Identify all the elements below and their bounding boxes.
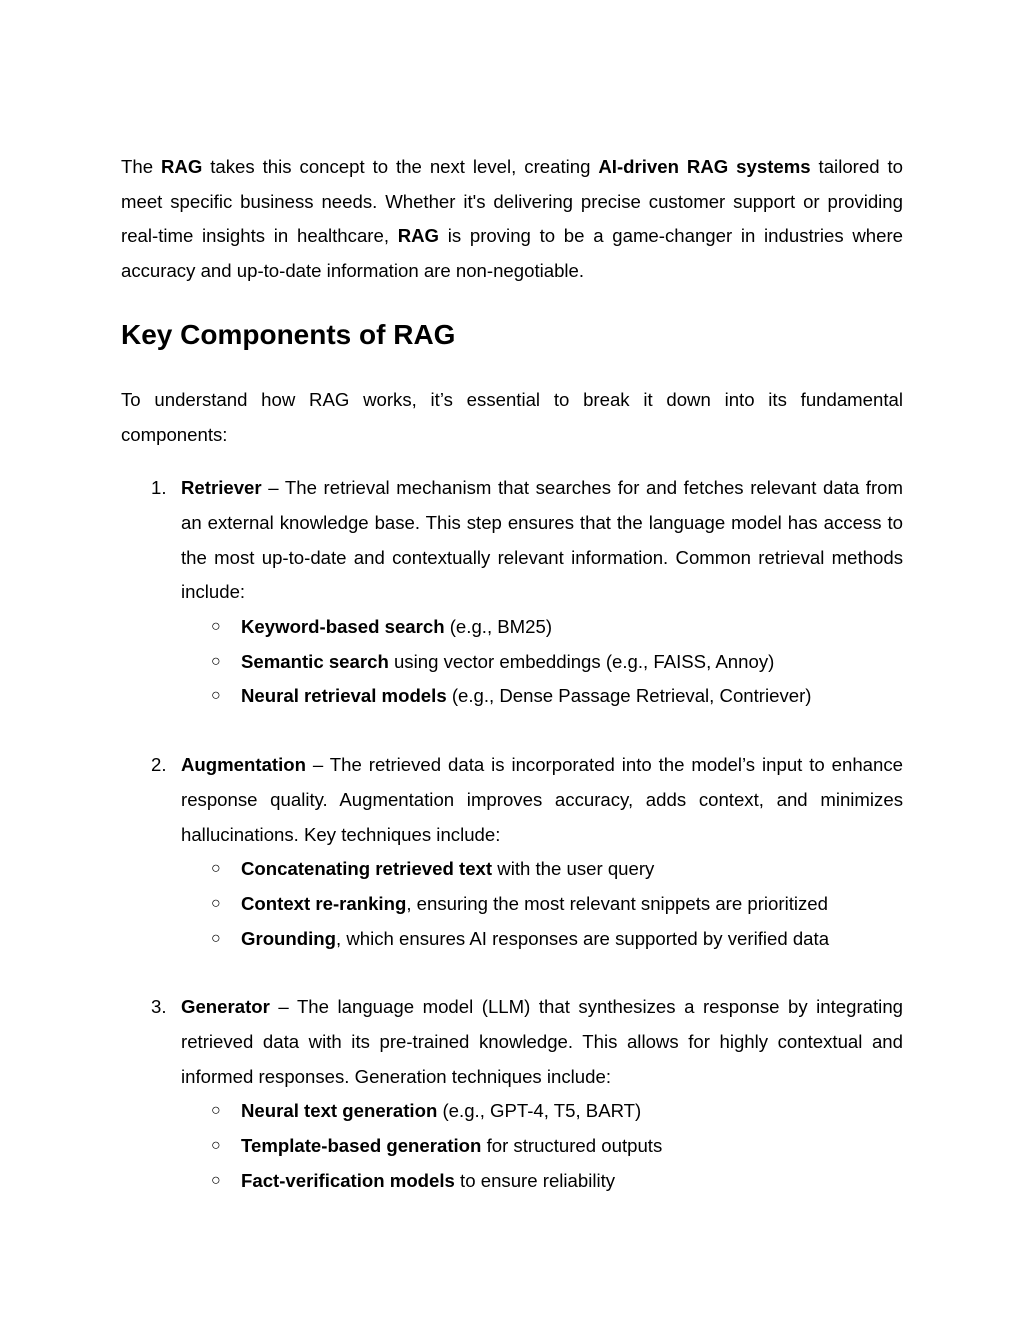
list-item-generator: [121, 990, 903, 1198]
intro-text: The: [121, 156, 161, 177]
component-description: [181, 990, 903, 1094]
sub-item-text: using vector embeddings (e.g., FAISS, Annoy): [388, 650, 775, 672]
list-item-retriever: [121, 471, 903, 714]
sub-item-text: (e.g., BM25): [444, 616, 553, 638]
bullet-icon: ○: [211, 618, 221, 636]
component-text: – The language model (LLM) that synthesizes a response by integrating retrieved data with its pre-trained knowledge. This allows for highly contextual and informed responses. Generation techniques include:: [181, 996, 903, 1087]
intro-text: tailored to meet specific business needs. Whether it's delivering precise customer support or providing real-time insights in healthcare,: [121, 156, 903, 247]
sub-item-text: (e.g., GPT-4, T5, BART): [437, 1100, 642, 1122]
sublist-item: [181, 1129, 903, 1164]
list-number: 1.: [151, 477, 167, 499]
sub-item-bold: Fact-verification models: [241, 1169, 455, 1191]
sub-item-text: , ensuring the most relevant snippets are prioritized: [406, 892, 828, 914]
intro-paragraph: [121, 150, 903, 289]
intro-text: is proving to be a game-changer in industries where accuracy and up-to-date information are non-negotiable.: [121, 225, 903, 282]
sublist-item: [181, 922, 903, 957]
sub-item-text: to ensure reliability: [454, 1169, 616, 1191]
components-intro: To understand how RAG works, it’s essential to break it down into its fundamental components:: [121, 388, 903, 445]
bullet-icon: ○: [211, 929, 221, 947]
sublist-item: [181, 679, 903, 714]
sublist-item: [181, 1164, 903, 1199]
component-text: – The retrieved data is incorporated into the model’s input to enhance response quality. Augmentation improves accuracy, adds context, and minimizes hallucinations. Key techniques include:: [181, 754, 903, 845]
sub-item-bold: Concatenating retrieved text: [241, 858, 493, 880]
sublist-item: [181, 852, 903, 887]
component-title: Retriever: [181, 477, 262, 499]
sub-item-bold: Context re-ranking: [241, 892, 407, 914]
section-heading: Key Components of RAG: [121, 318, 456, 350]
components-list: [121, 471, 903, 1198]
sub-item-text: with the user query: [492, 858, 655, 880]
bullet-icon: ○: [211, 687, 221, 705]
bullet-icon: ○: [211, 860, 221, 878]
sub-item-text: for structured outputs: [481, 1135, 663, 1157]
intro-text: takes this concept to the next level, creating: [202, 156, 599, 177]
sub-item-bold: Neural text generation: [241, 1100, 438, 1122]
component-description: [181, 748, 903, 852]
intro-bold-rag: RAG: [397, 225, 440, 247]
sublist: [181, 852, 903, 956]
component-title: Generator: [181, 996, 270, 1018]
bullet-icon: ○: [211, 1171, 221, 1189]
sublist: [181, 610, 903, 714]
sublist: [181, 1094, 903, 1198]
sublist-item: [181, 1094, 903, 1129]
sublist-item: [181, 887, 903, 922]
document-page: [121, 150, 903, 1233]
sublist-item: [181, 645, 903, 680]
sub-item-text: , which ensures AI responses are supported by verified data: [336, 927, 830, 949]
list-number: 2.: [151, 754, 167, 776]
sub-item-text: (e.g., Dense Passage Retrieval, Contriever): [446, 685, 812, 707]
sub-item-bold: Neural retrieval models: [241, 685, 447, 707]
sub-item-bold: Template-based generation: [241, 1135, 482, 1157]
list-item-augmentation: [121, 748, 903, 956]
intro-bold-rag: RAG: [160, 156, 203, 177]
sub-item-bold: Keyword-based search: [241, 616, 445, 638]
bullet-icon: ○: [211, 652, 221, 670]
sub-item-bold: Grounding: [241, 927, 337, 949]
sublist-item: [181, 610, 903, 645]
bullet-icon: ○: [211, 1137, 221, 1155]
component-description: [181, 471, 903, 610]
list-number: 3.: [151, 996, 167, 1018]
sub-item-bold: Semantic search: [241, 650, 389, 672]
bullet-icon: ○: [211, 894, 221, 912]
intro-bold-ai-driven: AI-driven RAG systems: [598, 156, 811, 177]
component-title: Augmentation: [181, 754, 306, 776]
bullet-icon: ○: [211, 1102, 221, 1120]
component-text: – The retrieval mechanism that searches for and fetches relevant data from an external knowledge base. This step ensures that the language model has access to the most up-to-date and contextually relevant information. Common retrieval methods include:: [181, 477, 903, 603]
